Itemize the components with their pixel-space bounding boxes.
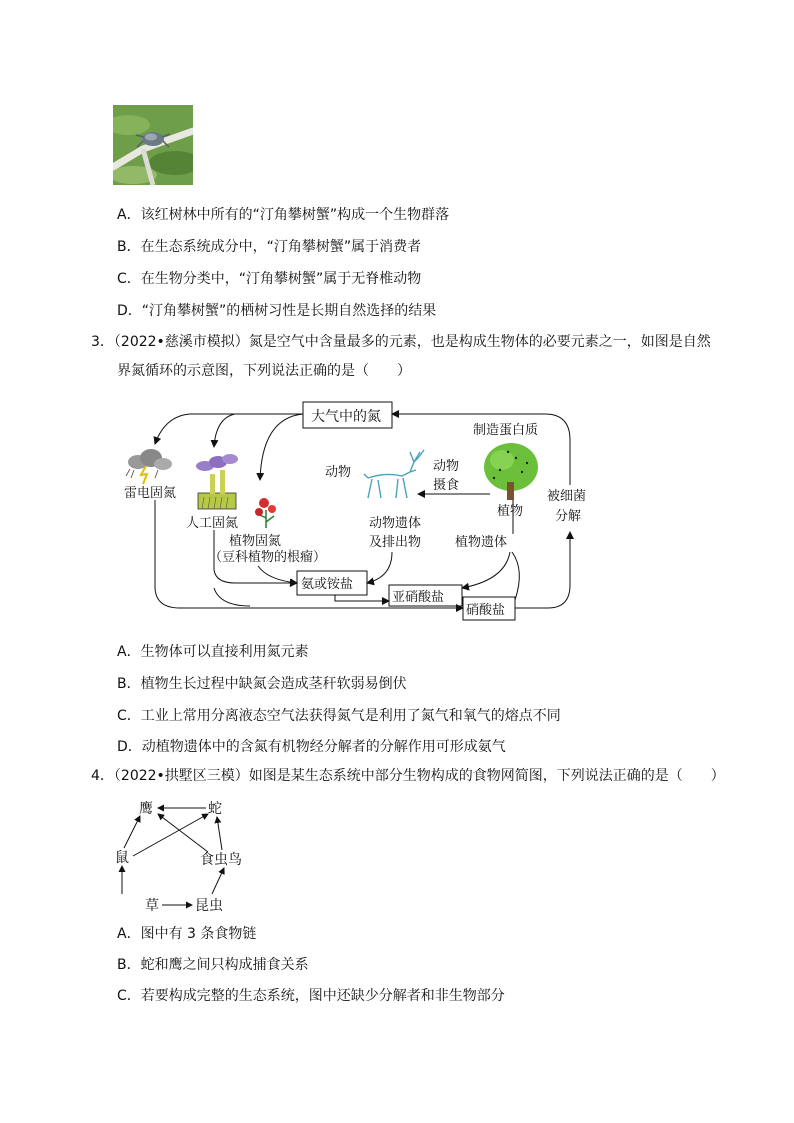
food-web-bird: 食虫鸟 (200, 852, 242, 868)
animal-eat-label-1: 动物 (433, 459, 460, 474)
food-web-grass: 草 (145, 898, 159, 914)
plant-fix-label: 植物固氮 (229, 534, 282, 549)
animal-remains-label-1: 动物遗体 (369, 516, 422, 531)
nitrite-label: 亚硝酸盐 (392, 590, 445, 605)
q4-option-a: A．图中有 3 条食物链 (117, 926, 257, 942)
air-nitrogen-label: 大气中的氮 (311, 409, 381, 425)
plant-label: 植物 (497, 504, 524, 519)
deer-icon (364, 450, 424, 498)
nitrate-label: 硝酸盐 (466, 603, 506, 618)
q3-stem-line1: 3．（2022•慈溪市模拟）氮是空气中含量最多的元素，也是构成生物体的必要元素之一，如图是自然 (91, 334, 711, 350)
plant-remains-label: 植物遗体 (455, 535, 508, 550)
food-web-eagle: 鹰 (139, 801, 153, 817)
q4-option-c: C．若要构成完整的生态系统，图中还缺少分解者和非生物部分 (117, 988, 505, 1004)
lightning-label: 雷电固氮 (124, 486, 177, 501)
factory-icon (196, 454, 238, 509)
animal-eat-label-2: 摄食 (433, 478, 460, 493)
q3-option-b: B．植物生长过程中缺氮会造成茎秆软弱易倒伏 (117, 676, 407, 692)
industrial-label: 人工固氮 (186, 516, 239, 531)
food-web-insect: 昆虫 (195, 898, 223, 914)
q2-option-c: C．在生物分类中，“汀角攀树蟹”属于无脊椎动物 (117, 271, 422, 287)
q3-stem-line2: 界氮循环的示意图，下列说法正确的是（ ） (117, 363, 411, 379)
food-web-diagram (100, 790, 280, 920)
q2-option-a: A．该红树林中所有的“汀角攀树蟹”构成一个生物群落 (117, 207, 450, 223)
tree-icon (484, 443, 538, 500)
q2-option-b: B．在生态系统成分中，“汀角攀树蟹”属于消费者 (117, 239, 422, 255)
food-web-snake: 蛇 (208, 801, 222, 817)
legume-label: （豆科植物的根瘤） (209, 550, 327, 565)
ammonia-label: 氨或铵盐 (301, 577, 354, 592)
q3-option-c: C．工业上常用分离液态空气法获得氮气是利用了氮气和氧气的熔点不同 (117, 708, 561, 724)
q2-option-d: D．“汀角攀树蟹”的栖树习性是长期自然选择的结果 (117, 303, 437, 319)
food-web-mouse: 鼠 (115, 850, 129, 866)
q4-stem: 4．（2022•拱墅区三模）如图是某生态系统中部分生物构成的食物网简图，下列说法正确的是（ ） (91, 768, 725, 784)
bacteria-label-2: 分解 (555, 509, 582, 524)
q3-option-d: D．动植物遗体中的含氮有机物经分解者的分解作用可形成氨气 (117, 739, 506, 755)
animal-remains-label-2: 及排出物 (369, 535, 422, 550)
q3-option-a: A．生物体可以直接利用氮元素 (117, 644, 309, 660)
make-protein-label: 制造蛋白质 (473, 423, 539, 438)
q4-option-b: B．蛇和鹰之间只构成捕食关系 (117, 957, 309, 973)
flower-icon (255, 498, 276, 528)
bacteria-label-1: 被细菌 (547, 489, 587, 504)
lightning-cloud-icon (126, 449, 172, 484)
animal-label: 动物 (325, 465, 352, 480)
